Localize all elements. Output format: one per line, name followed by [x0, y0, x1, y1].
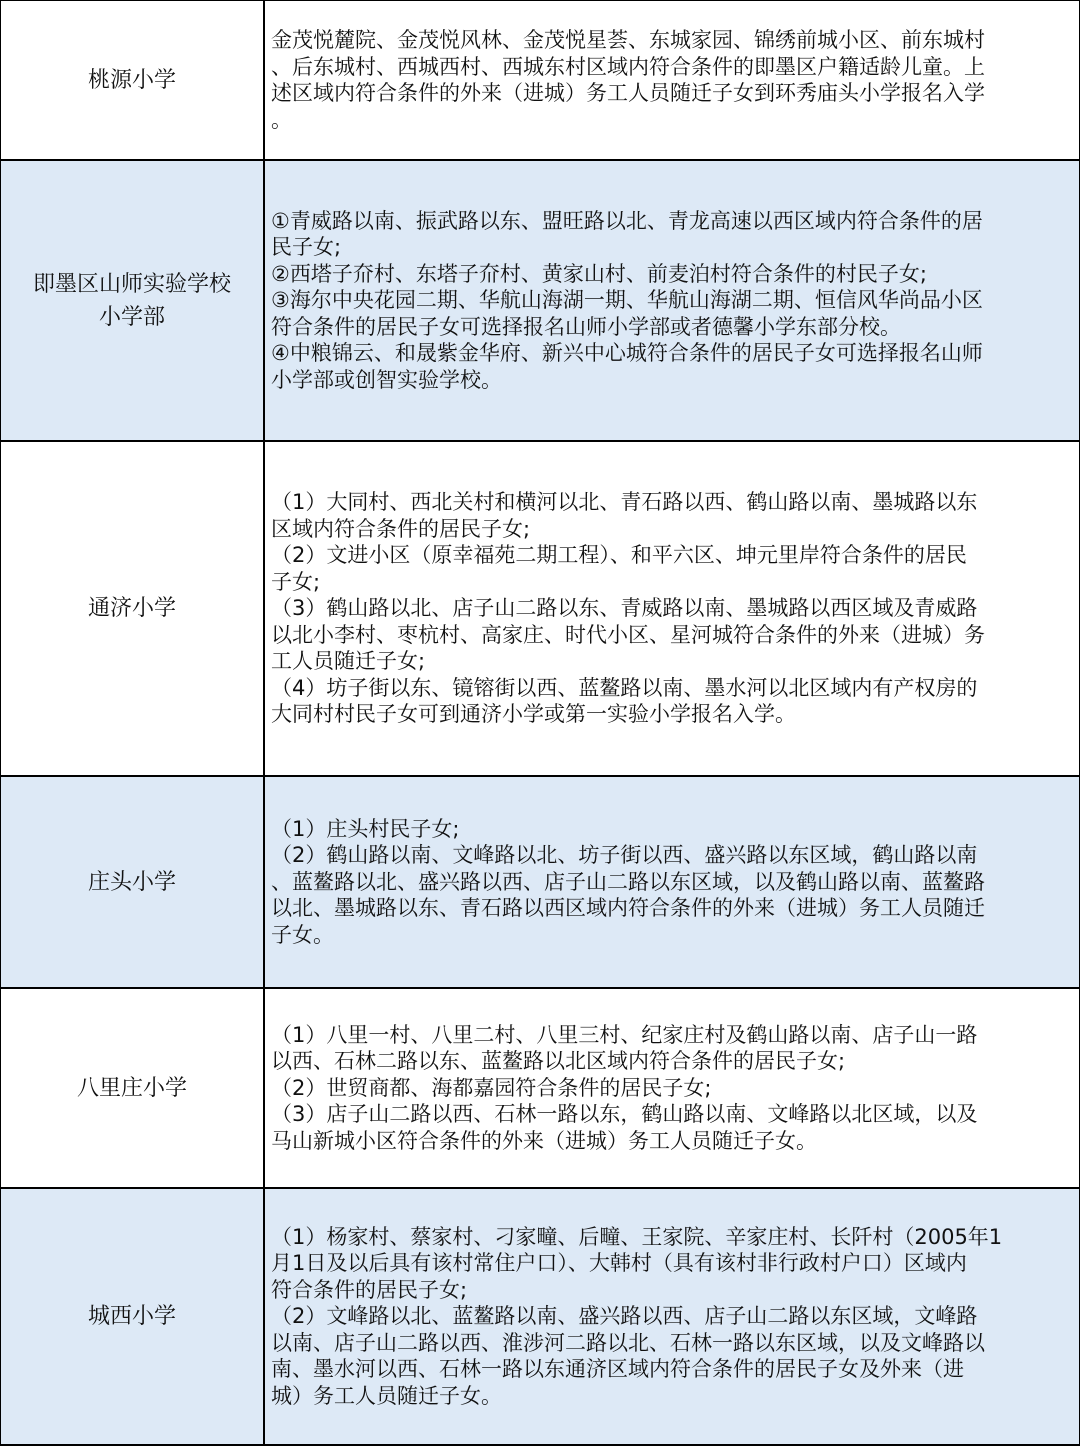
- description-line: 符合条件的居民子女;: [271, 1277, 468, 1302]
- school-name-cell: [1, 777, 265, 987]
- description-line: 子女。: [271, 922, 334, 947]
- table-row: [0, 1, 1080, 161]
- district-description-cell: [265, 161, 1079, 440]
- description-line: 月1日及以后具有该村常住户口）、大韩村（具有该村非行政村户口）区域内: [271, 1251, 967, 1276]
- description-line: 区域内符合条件的居民子女;: [271, 516, 531, 541]
- school-name: 通济小学: [87, 596, 176, 621]
- school-name: 即墨区山师实验学校: [32, 271, 231, 297]
- description-line: ④中粮锦云、和晟紫金华府、新兴中心城符合条件的居民子女可选择报名山师: [271, 341, 983, 366]
- description-line: ①青威路以南、振武路以东、盟旺路以北、青龙高速以西区域内符合条件的居: [271, 208, 983, 233]
- description-line: 以北、墨城路以东、青石路以西区域内符合条件的外来（进城）务工人员随迁: [271, 896, 985, 921]
- description-line: （4）坊子街以东、镜镕街以西、蓝鳌路以南、墨水河以北区域内有产权房的: [271, 675, 978, 700]
- school-name: 八里庄小学: [76, 1075, 187, 1101]
- school-name: 庄头小学: [87, 869, 176, 895]
- school-name-cell: [1, 1189, 265, 1444]
- description-line: （2）文进小区（原幸福苑二期工程）、和平六区、坤元里岸符合条件的居民: [271, 543, 967, 568]
- district-description-cell: [265, 1, 1079, 159]
- description-line: 马山新城小区符合条件的外来（进城）务工人员随迁子女。: [271, 1128, 817, 1153]
- description-line: （2）世贸商都、海都嘉园符合条件的居民子女;: [271, 1075, 712, 1100]
- school-name: 桃源小学: [87, 67, 176, 93]
- description-line: （1）杨家村、蔡家村、刁家疃、后疃、王家院、辛家庄村、长阡村（2005年1: [271, 1224, 1003, 1249]
- description-line: 工人员随迁子女;: [271, 649, 426, 674]
- district-description-cell: [265, 777, 1079, 987]
- school-name-line-2: 小学部: [98, 304, 165, 330]
- description-line: 、后东城村、西城西村、西城东村区域内符合条件的即墨区户籍适龄儿童。上: [271, 54, 985, 79]
- description-line: （1）庄头村民子女;: [271, 816, 460, 841]
- description-line: 小学部或创智实验学校。: [271, 367, 502, 392]
- description-line: 城）务工人员随迁子女。: [271, 1383, 502, 1408]
- description-line: 、蓝鳌路以北、盛兴路以西、店子山二路以东区域，以及鹤山路以南、蓝鳌路: [271, 869, 985, 894]
- school-name-cell: [1, 1, 265, 159]
- school-name-cell: [1, 989, 265, 1187]
- table-row: [0, 161, 1080, 442]
- table-row: [0, 777, 1080, 989]
- school-name-cell: [1, 161, 265, 440]
- description-line: 大同村村民子女可到通济小学或第一实验小学报名入学。: [271, 702, 796, 727]
- description-line: （3）店子山二路以西、石林一路以东，鹤山路以南、文峰路以北区域，以及: [271, 1102, 978, 1127]
- description-line: 。: [271, 107, 292, 132]
- description-line: （2）鹤山路以南、文峰路以北、坊子街以西、盛兴路以东区域，鹤山路以南: [271, 843, 978, 868]
- description-line: 以南、店子山二路以西、淮涉河二路以北、石林一路以东区域，以及文峰路以: [271, 1330, 985, 1355]
- district-description-cell: [265, 442, 1079, 775]
- description-line: （1）八里一村、八里二村、八里三村、纪家庄村及鹤山路以南、店子山一路: [271, 1022, 978, 1047]
- table-row: [0, 442, 1080, 777]
- district-description-cell: [265, 1189, 1079, 1444]
- description-line: 以北小李村、枣杭村、高家庄、时代小区、星河城符合条件的外来（进城）务: [271, 622, 985, 647]
- school-name: 城西小学: [87, 1304, 176, 1329]
- description-line: （2）文峰路以北、蓝鳌路以南、盛兴路以西、店子山二路以东区域，文峰路: [271, 1304, 978, 1329]
- description-line: ③海尔中央花园二期、华航山海湖一期、华航山海湖二期、恒信风华尚品小区: [271, 288, 983, 313]
- description-line: 述区域内符合条件的外来（进城）务工人员随迁子女到环秀庙头小学报名入学: [271, 81, 985, 105]
- description-line: 南、墨水河以西、石林一路以东通济区域内符合条件的居民子女及外来（进: [271, 1357, 964, 1382]
- description-line: （1）大同村、西北关村和横河以北、青石路以西、鹤山路以南、墨城路以东: [271, 490, 978, 515]
- description-line: ②西塔子夼村、东塔子夼村、黄家山村、前麦泊村符合条件的村民子女;: [271, 261, 927, 286]
- table-row: [0, 989, 1080, 1189]
- description-line: 以西、石林二路以东、蓝鳌路以北区域内符合条件的居民子女;: [271, 1049, 846, 1074]
- description-line: 民子女;: [271, 235, 342, 260]
- table-row: [0, 1189, 1080, 1446]
- description-line: 子女;: [271, 569, 321, 594]
- school-name-cell: [1, 442, 265, 775]
- description-line: （3）鹤山路以北、店子山二路以东、青威路以南、墨城路以西区域及青威路: [271, 596, 978, 621]
- description-line: 金茂悦麓院、金茂悦风林、金茂悦星荟、东城家园、锦绣前城小区、前东城村: [271, 28, 985, 52]
- description-line: 符合条件的居民子女可选择报名山师小学部或者德馨小学东部分校。: [271, 314, 901, 339]
- district-description-cell: [265, 989, 1079, 1187]
